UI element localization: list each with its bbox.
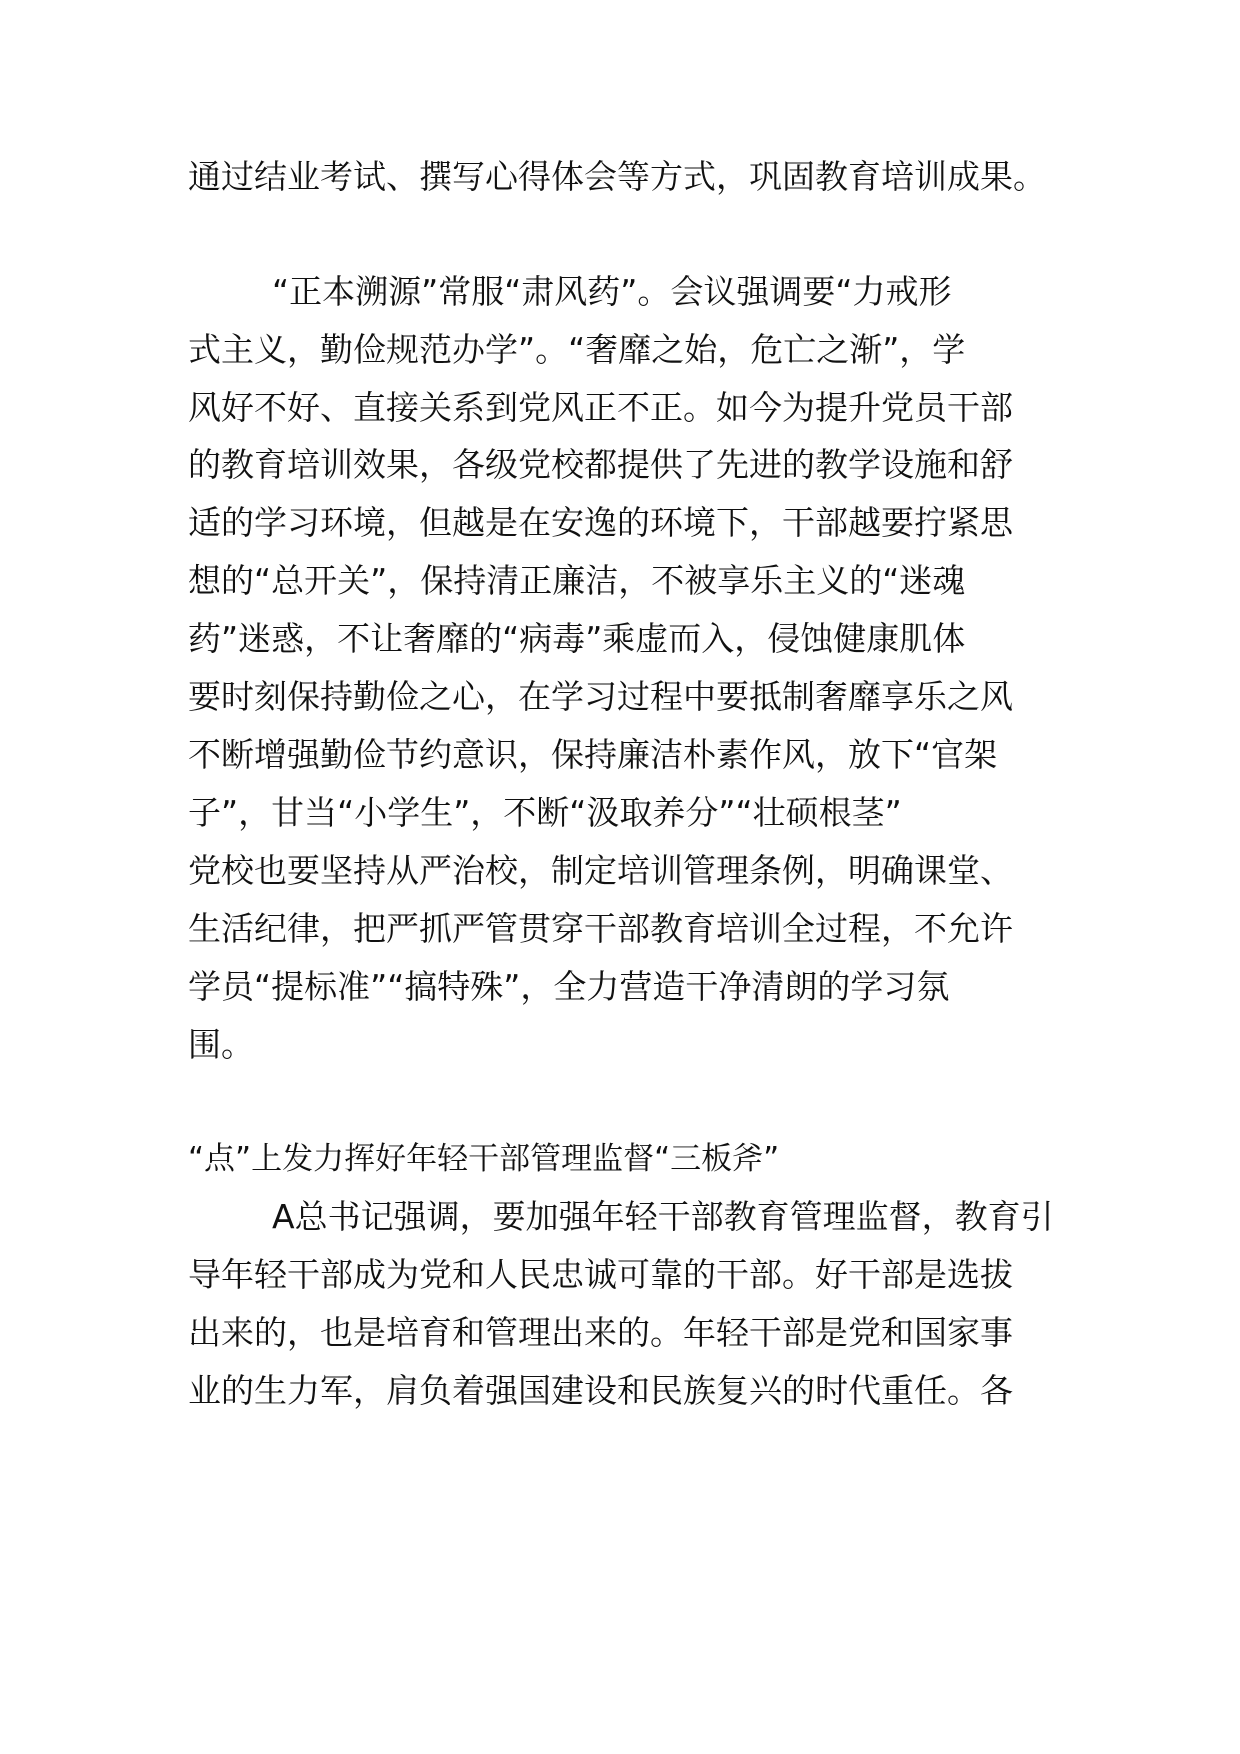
text-line: 出来的，也是培育和管理出来的。年轻干部是党和国家事: [188, 1313, 1013, 1352]
section-heading: “点”上发力挥好年轻干部管理监督“三板斧”: [188, 1141, 780, 1177]
text-line: 学员“提标准”“搞特殊”，全力营造干净清朗的学习氛: [188, 967, 950, 1006]
text-line: 想的“总开关”，保持清正廉洁，不被享乐主义的“迷魂: [188, 561, 966, 600]
text-line: 通过结业考试、撰写心得体会等方式，巩固教育培训成果。: [188, 157, 1046, 196]
text-line: 党校也要坚持从严治校，制定培训管理条例，明确课堂、: [188, 851, 1013, 890]
text-line: 适的学习环境，但越是在安逸的环境下，干部越要拧紧思: [188, 503, 1013, 542]
text-line: 业的生力军，肩负着强国建设和民族复兴的时代重任。各: [188, 1371, 1013, 1410]
text-line: 导年轻干部成为党和人民忠诚可靠的干部。好干部是选拔: [188, 1255, 1013, 1294]
text-line: 子”，甘当“小学生”，不断“汲取养分”“壮硕根茎”: [188, 793, 902, 832]
text-line: 药”迷惑，不让奢靡的“病毒”乘虚而入，侵蚀健康肌体: [188, 619, 966, 658]
text-line: 式主义，勤俭规范办学”。“奢靡之始，危亡之渐”，学: [188, 330, 966, 369]
text-line: A总书记强调，要加强年轻干部教育管理监督，教育引: [272, 1197, 1054, 1236]
text-line: 不断增强勤俭节约意识，保持廉洁朴素作风，放下“官架: [188, 735, 998, 774]
text-line: 生活纪律，把严抓严管贯穿干部教育培训全过程，不允许: [188, 909, 1013, 948]
text-line: 风好不好、直接关系到党风正不正。如今为提升党员干部: [188, 388, 1013, 427]
text-line: “正本溯源”常服“肃风药”。会议强调要“力戒形: [272, 272, 952, 311]
text-line: 围。: [188, 1025, 254, 1064]
text-line: 的教育培训效果，各级党校都提供了先进的教学设施和舒: [188, 445, 1013, 484]
text-line: 要时刻保持勤俭之心，在学习过程中要抵制奢靡享乐之风: [188, 677, 1013, 716]
